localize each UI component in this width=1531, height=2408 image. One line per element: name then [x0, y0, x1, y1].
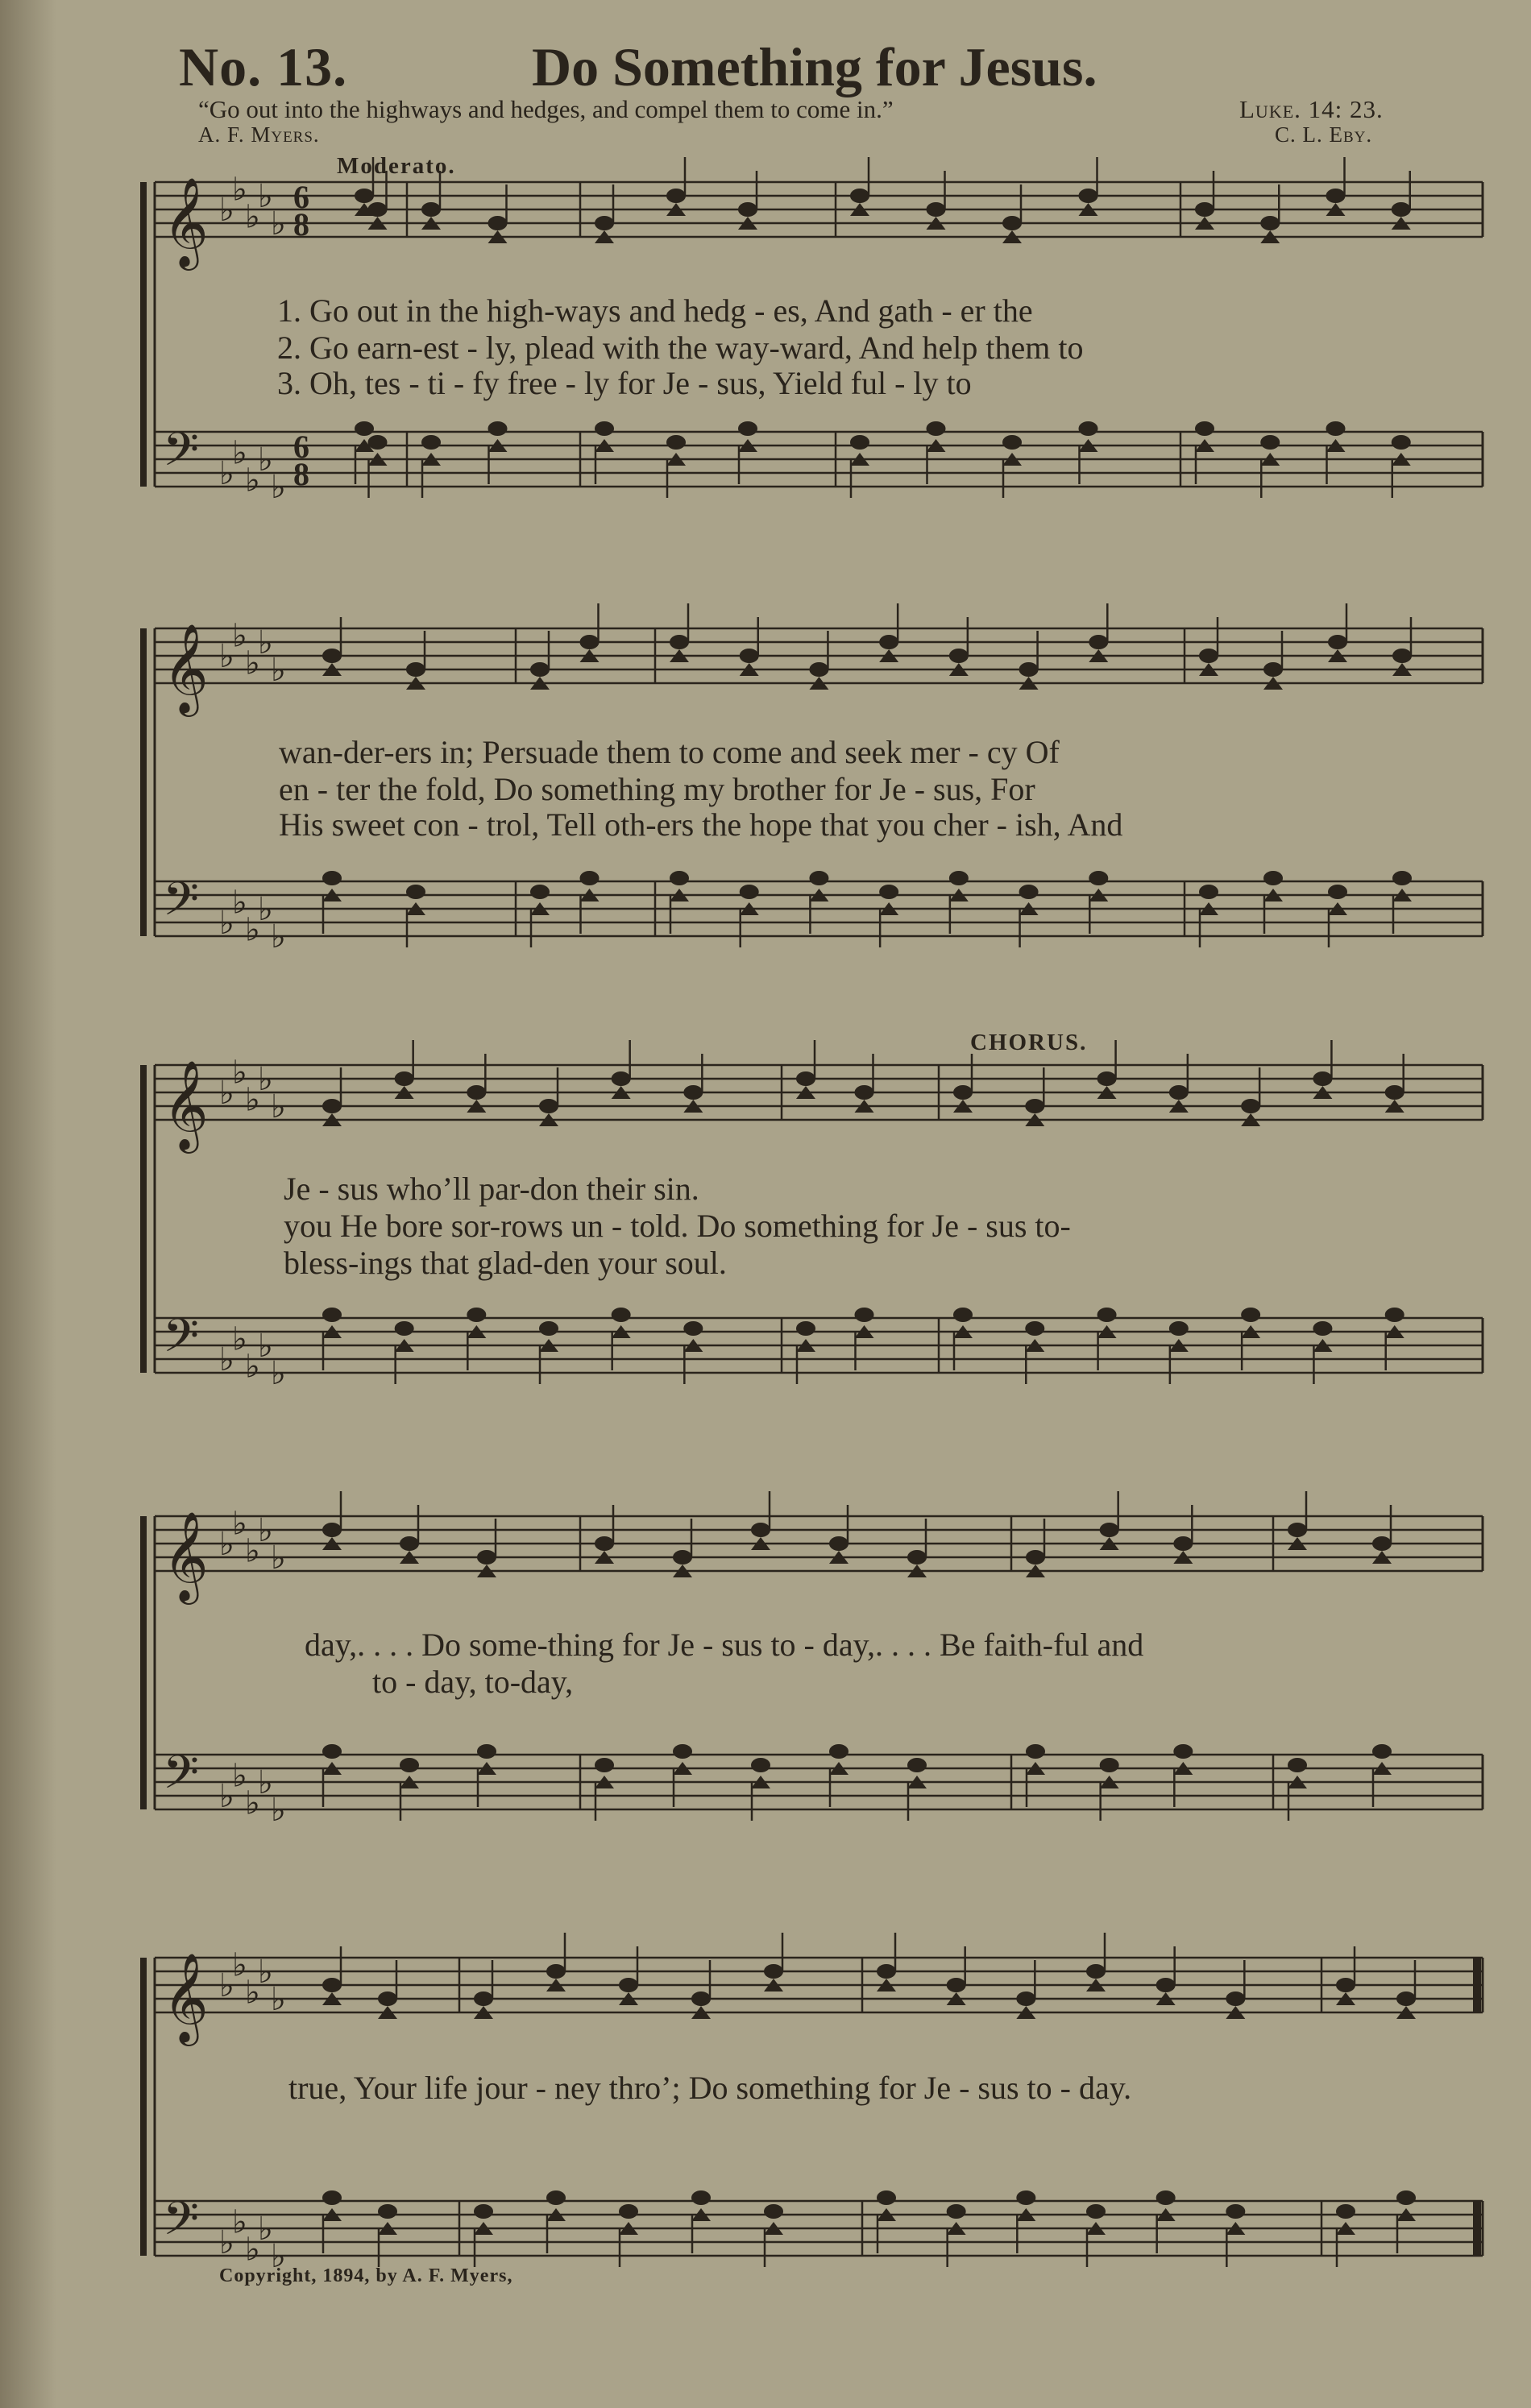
flat-sign-icon: ♭ [245, 2231, 260, 2269]
note-head [796, 1321, 815, 1336]
note-head [477, 1744, 496, 1759]
note-head [1100, 1758, 1119, 1772]
lyric-line-s3-v2: you He bore sor-rows un - told. Do something for Je - sus to- [284, 1208, 1071, 1244]
flat-sign-icon: ♭ [232, 1946, 247, 1984]
lyric-line-s1-v2: 2. Go earn-est - ly, plead with the way-ward, And help them to [277, 329, 1084, 366]
note-head [322, 1099, 342, 1113]
lyric-line-s2-v1: wan-der-ers in; Persuade them to come and seek mer - cy Of [279, 734, 1060, 770]
lyric-line-s3-v1: Je - sus who’ll par-don their sin. [284, 1171, 699, 1207]
note-head [1026, 1744, 1045, 1759]
flat-sign-icon: ♭ [232, 434, 247, 472]
note-head [400, 1758, 419, 1772]
note-head [1288, 1758, 1307, 1772]
note-head [809, 871, 828, 885]
note-head [595, 421, 614, 436]
note-head [1372, 1744, 1392, 1759]
note-head [539, 1099, 558, 1113]
note-head [1241, 1099, 1260, 1113]
bass-clef-icon: 𝄢 [163, 1745, 200, 1811]
bass-clef-icon: 𝄢 [163, 422, 200, 488]
flat-sign-icon: ♭ [271, 1540, 286, 1577]
flat-sign-icon: ♭ [258, 624, 273, 661]
note-head [1079, 421, 1098, 436]
note-head [355, 421, 374, 436]
note-head [1002, 435, 1022, 450]
flat-sign-icon: ♭ [258, 1954, 273, 1991]
flat-sign-icon: ♭ [245, 1784, 260, 1822]
note-head [1313, 1071, 1332, 1086]
scripture-reference: Luke. 14: 23. [1239, 95, 1384, 123]
flat-sign-icon: ♭ [232, 617, 247, 655]
note-head [595, 216, 614, 230]
note-head [850, 435, 869, 450]
note-head [1226, 1991, 1245, 2006]
note-head [1385, 1308, 1404, 1322]
note-head [322, 1978, 342, 1992]
final-barline [1473, 2201, 1481, 2256]
note-head [764, 1964, 783, 1979]
flat-sign-icon: ♭ [245, 1532, 260, 1570]
note-head [1086, 2204, 1106, 2219]
note-head [949, 649, 969, 663]
note-head [322, 871, 342, 885]
note-head [673, 1550, 692, 1565]
note-head [612, 1071, 631, 1086]
lyric-line-s2-v3: His sweet con - trol, Tell oth-ers the hope that you cher - ish, And [279, 806, 1123, 843]
flat-sign-icon: ♭ [245, 462, 260, 499]
flat-sign-icon: ♭ [219, 455, 234, 492]
composer-credit: A. F. Myers. [198, 122, 320, 147]
flat-sign-icon: ♭ [232, 1757, 247, 1795]
note-head [1025, 1321, 1044, 1336]
note-head [927, 421, 946, 436]
note-head [1241, 1308, 1260, 1322]
note-head [670, 871, 689, 885]
note-head [395, 1321, 414, 1336]
lyric-line-s1-v1: 1. Go out in the high-ways and hedg - es, And gath - er the [277, 292, 1033, 329]
note-head [1195, 421, 1214, 436]
note-head [1328, 885, 1347, 899]
flat-sign-icon: ♭ [232, 1320, 247, 1358]
lyric-line-s1-v3: 3. Oh, tes - ti - fy free - ly for Je - sus, Yield ful - ly to [277, 365, 972, 401]
treble-clef-icon: 𝄞 [163, 623, 209, 713]
note-head [1199, 885, 1218, 899]
note-head [738, 421, 757, 436]
note-head [580, 871, 600, 885]
system-brace-s1 [140, 182, 147, 487]
note-head [855, 1085, 874, 1100]
note-head [764, 2204, 783, 2219]
note-head [1313, 1321, 1332, 1336]
note-head [1079, 189, 1098, 203]
note-head [619, 2204, 638, 2219]
note-head [1263, 662, 1283, 677]
note-head [1336, 2204, 1355, 2219]
note-head [322, 649, 342, 663]
hymn-number: No. 13. [179, 36, 348, 97]
note-head [1100, 1523, 1119, 1537]
flat-sign-icon: ♭ [219, 1341, 234, 1378]
note-head [877, 1964, 896, 1979]
note-head [751, 1758, 770, 1772]
note-head [829, 1744, 848, 1759]
note-head [953, 1085, 973, 1100]
note-head [355, 189, 374, 203]
flat-sign-icon: ♭ [258, 441, 273, 479]
note-head [580, 635, 600, 649]
note-head [927, 202, 946, 217]
note-head [673, 1744, 692, 1759]
note-head [947, 2204, 966, 2219]
flat-sign-icon: ♭ [219, 1778, 234, 1815]
note-head [879, 885, 898, 899]
time-signature-bottom: 8 [293, 206, 309, 242]
flat-sign-icon: ♭ [219, 192, 234, 229]
note-head [796, 1071, 815, 1086]
note-head [1326, 189, 1346, 203]
note-head [467, 1085, 486, 1100]
note-head [1328, 635, 1347, 649]
flat-sign-icon: ♭ [245, 198, 260, 236]
note-head [947, 1978, 966, 1992]
note-head [467, 1308, 486, 1322]
note-head [395, 1071, 414, 1086]
note-head [1089, 635, 1108, 649]
note-head [1169, 1085, 1189, 1100]
note-head [670, 635, 689, 649]
bass-clef-icon: 𝄢 [163, 1308, 200, 1374]
note-head [1260, 435, 1280, 450]
note-head [595, 1758, 614, 1772]
time-signature-top: 6 [293, 429, 309, 465]
note-head [1392, 435, 1411, 450]
time-signature-bottom: 8 [293, 456, 309, 492]
flat-sign-icon: ♭ [219, 1075, 234, 1112]
note-head [1263, 871, 1283, 885]
note-head [612, 1308, 631, 1322]
note-head [368, 435, 388, 450]
note-head [809, 662, 828, 677]
note-head [1173, 1744, 1193, 1759]
note-head [322, 1308, 342, 1322]
treble-clef-icon: 𝄞 [163, 1511, 209, 1601]
note-head [488, 421, 508, 436]
system-brace-s3 [140, 1065, 147, 1373]
bass-clef-icon: 𝄢 [163, 872, 200, 938]
note-head [1392, 202, 1411, 217]
note-head [666, 189, 686, 203]
note-head [1392, 649, 1412, 663]
note-head [378, 1991, 397, 2006]
treble-clef-icon: 𝄞 [163, 1059, 209, 1150]
bass-clef-icon: 𝄢 [163, 2191, 200, 2257]
note-head [751, 1523, 770, 1537]
note-head [691, 1991, 711, 2006]
copyright-notice: Copyright, 1894, by A. F. Myers, [219, 2265, 513, 2286]
flat-sign-icon: ♭ [258, 1328, 273, 1365]
note-head [740, 649, 759, 663]
note-head [907, 1758, 927, 1772]
flat-sign-icon: ♭ [258, 1061, 273, 1098]
note-head [1195, 202, 1214, 217]
note-head [1026, 1550, 1045, 1565]
note-head [368, 202, 388, 217]
lyricist-credit: C. L. Eby. [1275, 122, 1373, 147]
epigraph: “Go out into the highways and hedges, and compel them to come in.” [198, 95, 894, 123]
flat-sign-icon: ♭ [271, 1792, 286, 1829]
flat-sign-icon: ♭ [245, 911, 260, 949]
note-head [855, 1308, 874, 1322]
note-head [1226, 2204, 1245, 2219]
note-head [421, 202, 441, 217]
note-head [850, 189, 869, 203]
flat-sign-icon: ♭ [245, 644, 260, 682]
final-barline [1473, 1958, 1481, 2012]
flat-sign-icon: ♭ [245, 1348, 260, 1386]
note-head [1173, 1536, 1193, 1551]
note-head [1016, 1991, 1035, 2006]
flat-sign-icon: ♭ [271, 205, 286, 242]
note-head [1025, 1099, 1044, 1113]
note-head [421, 435, 441, 450]
flat-sign-icon: ♭ [245, 1974, 260, 2012]
note-head [474, 2204, 493, 2219]
note-head [907, 1550, 927, 1565]
note-head [1097, 1071, 1117, 1086]
flat-sign-icon: ♭ [219, 1967, 234, 2004]
system-brace-s5 [140, 1958, 147, 2256]
flat-sign-icon: ♭ [271, 1355, 286, 1392]
note-head [1156, 2190, 1176, 2205]
time-signature-top: 6 [293, 179, 309, 215]
note-head [1019, 885, 1039, 899]
note-head [1396, 1991, 1416, 2006]
flat-sign-icon: ♭ [232, 1054, 247, 1092]
flat-sign-icon: ♭ [219, 2224, 234, 2261]
note-head [1396, 2190, 1416, 2205]
note-head [1089, 871, 1108, 885]
note-head [1336, 1978, 1355, 1992]
flat-sign-icon: ♭ [258, 1764, 273, 1801]
note-head [1016, 2190, 1035, 2205]
flat-sign-icon: ♭ [271, 1981, 286, 2018]
flat-sign-icon: ♭ [232, 1505, 247, 1543]
note-head [691, 2190, 711, 2205]
note-head [474, 1991, 493, 2006]
note-head [546, 2190, 566, 2205]
system-brace-s2 [140, 628, 147, 936]
flat-sign-icon: ♭ [232, 884, 247, 922]
flat-sign-icon: ♭ [232, 2203, 247, 2241]
lyric-line-s3-v3: bless-ings that glad-den your soul. [284, 1245, 727, 1281]
note-head [1086, 1964, 1106, 1979]
note-head [322, 2190, 342, 2205]
note-head [738, 202, 757, 217]
note-head [1097, 1308, 1117, 1322]
flat-sign-icon: ♭ [271, 652, 286, 689]
note-head [400, 1536, 419, 1551]
flat-sign-icon: ♭ [219, 1526, 234, 1563]
note-head [949, 871, 969, 885]
flat-sign-icon: ♭ [219, 638, 234, 675]
note-head [322, 1744, 342, 1759]
note-head [1326, 421, 1346, 436]
note-head [1288, 1523, 1307, 1537]
note-head [829, 1536, 848, 1551]
note-head [1199, 649, 1218, 663]
note-head [546, 1964, 566, 1979]
note-head [1260, 216, 1280, 230]
note-head [378, 2204, 397, 2219]
note-head [619, 1978, 638, 1992]
flat-sign-icon: ♭ [271, 1088, 286, 1125]
flat-sign-icon: ♭ [219, 905, 234, 942]
note-head [406, 885, 425, 899]
flat-sign-icon: ♭ [258, 1512, 273, 1549]
note-head [1156, 1978, 1176, 1992]
note-head [666, 435, 686, 450]
note-head [1002, 216, 1022, 230]
flat-sign-icon: ♭ [258, 891, 273, 928]
note-head [477, 1550, 496, 1565]
system-brace-s4 [140, 1516, 147, 1809]
note-head [1392, 871, 1412, 885]
tempo-marking: Moderato. [337, 153, 456, 179]
flat-sign-icon: ♭ [271, 469, 286, 506]
flat-sign-icon: ♭ [258, 178, 273, 215]
flat-sign-icon: ♭ [271, 2238, 286, 2275]
chorus-marking: CHORUS. [970, 1030, 1088, 1055]
note-head [879, 635, 898, 649]
note-head [1019, 662, 1039, 677]
note-head [406, 662, 425, 677]
note-head [322, 1523, 342, 1537]
note-head [530, 885, 550, 899]
note-head [740, 885, 759, 899]
note-head [488, 216, 508, 230]
lyric-line-s4-v2: to - day, to-day, [372, 1664, 574, 1700]
note-head [877, 2190, 896, 2205]
note-head [1169, 1321, 1189, 1336]
treble-clef-icon: 𝄞 [163, 176, 209, 267]
lyric-line-s4-v1: day,. . . . Do some-thing for Je - sus to - day,. . . . Be faith-ful and [305, 1627, 1144, 1663]
note-head [1372, 1536, 1392, 1551]
treble-clef-icon: 𝄞 [163, 1952, 209, 2042]
lyric-line-s5-v1: true, Your life jour - ney thro’; Do something for Je - sus to - day. [288, 2070, 1132, 2106]
flat-sign-icon: ♭ [271, 918, 286, 955]
flat-sign-icon: ♭ [232, 171, 247, 209]
note-head [683, 1321, 703, 1336]
note-head [539, 1321, 558, 1336]
hymn-title: Do Something for Jesus. [532, 36, 1097, 97]
note-head [595, 1536, 614, 1551]
flat-sign-icon: ♭ [258, 2211, 273, 2248]
note-head [1385, 1085, 1404, 1100]
note-head [530, 662, 550, 677]
flat-sign-icon: ♭ [245, 1081, 260, 1119]
lyric-line-s2-v2: en - ter the fold, Do something my brother for Je - sus, For [279, 771, 1035, 807]
note-head [953, 1308, 973, 1322]
note-head [683, 1085, 703, 1100]
